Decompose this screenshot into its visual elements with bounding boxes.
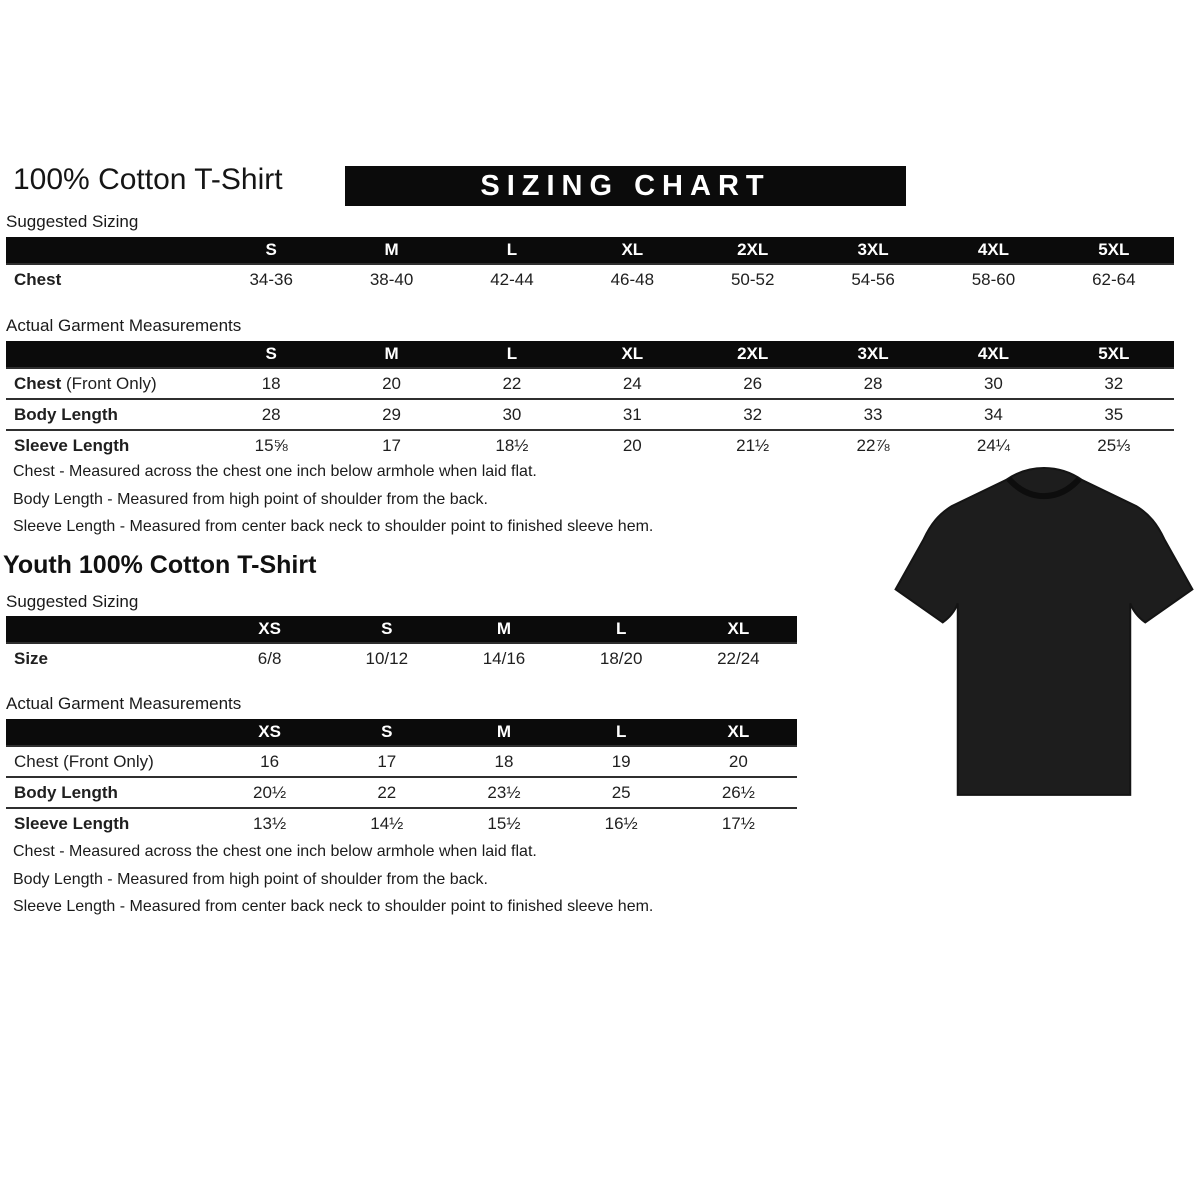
note-line: Chest - Measured across the chest one inch below armhole when laid flat. [13, 463, 537, 480]
size-column-header: 4XL [933, 237, 1053, 264]
size-column-header: XS [211, 616, 328, 643]
size-column-header: M [331, 237, 451, 264]
note-line: Chest - Measured across the chest one inch below armhole when laid flat. [13, 843, 537, 860]
table-row [6, 264, 1174, 294]
measurement-cell: 15⅝ [211, 430, 331, 460]
measurement-cell: 17 [328, 746, 445, 777]
measurement-cell: 34 [933, 399, 1053, 430]
size-column-header: L [563, 616, 680, 643]
measurement-cell: 6/8 [211, 643, 328, 673]
header-corner-cell [6, 719, 211, 746]
measurement-cell: 58-60 [933, 264, 1053, 294]
size-column-header: XL [572, 237, 692, 264]
measurement-cell: 16 [211, 746, 328, 777]
header-corner-cell [6, 616, 211, 643]
note-line: Body Length - Measured from high point of shoulder from the back. [13, 490, 488, 508]
size-column-header: XL [572, 341, 692, 368]
measurement-cell: 10/12 [328, 643, 445, 673]
size-column-header: 3XL [813, 237, 933, 264]
measurement-cell: 25⅓ [1054, 430, 1174, 460]
measurement-cell: 28 [813, 368, 933, 399]
row-label: Size [6, 643, 211, 673]
measurement-cell: 20½ [211, 777, 328, 808]
sizing-chart-banner: SIZING CHART [345, 166, 906, 206]
measurement-cell: 23½ [445, 777, 562, 808]
measurement-cell: 33 [813, 399, 933, 430]
note-line: Sleeve Length - Measured from center back neck to shoulder point to finished sleeve hem. [13, 518, 654, 535]
black-tshirt-image [888, 464, 1200, 820]
header-corner-cell [6, 341, 211, 368]
measurement-cell: 13½ [211, 808, 328, 838]
size-column-header: XL [680, 616, 797, 643]
measurement-cell: 18½ [452, 430, 572, 460]
measurement-cell: 46-48 [572, 264, 692, 294]
size-table [6, 341, 1174, 460]
row-label: Chest (Front Only) [6, 368, 211, 399]
measurement-cell: 29 [331, 399, 451, 430]
measurement-cell: 50-52 [693, 264, 813, 294]
size-column-header: 5XL [1054, 341, 1174, 368]
measurement-cell: 31 [572, 399, 692, 430]
youth-actual-measurements-heading: Actual Garment Measurements [6, 694, 242, 713]
youth-section-title: Youth 100% Cotton T-Shirt [3, 551, 317, 579]
size-table [6, 719, 797, 838]
measurement-cell: 42-44 [452, 264, 572, 294]
measurement-cell: 17 [331, 430, 451, 460]
measurement-cell: 32 [1054, 368, 1174, 399]
table-row [6, 746, 797, 777]
size-column-header: L [563, 719, 680, 746]
measurement-cell: 34-36 [211, 264, 331, 294]
adult-actual-measurements-heading: Actual Garment Measurements [6, 316, 242, 335]
note-line: Body Length - Measured from high point of shoulder from the back. [13, 870, 488, 888]
youth-measurement-notes [13, 838, 653, 921]
size-table [6, 616, 797, 673]
size-column-header: 4XL [933, 341, 1053, 368]
measurement-cell: 22 [328, 777, 445, 808]
measurement-cell: 30 [933, 368, 1053, 399]
size-table [6, 237, 1174, 294]
measurement-cell: 62-64 [1054, 264, 1174, 294]
size-column-header: 2XL [693, 341, 813, 368]
page-title: 100% Cotton T-Shirt [13, 163, 283, 196]
adult-measurement-notes [13, 458, 653, 541]
row-label: Body Length [6, 399, 211, 430]
table-row [6, 368, 1174, 399]
measurement-cell: 19 [563, 746, 680, 777]
size-column-header: 5XL [1054, 237, 1174, 264]
measurement-cell: 30 [452, 399, 572, 430]
size-column-header: 2XL [693, 237, 813, 264]
measurement-cell: 32 [693, 399, 813, 430]
size-column-header: XS [211, 719, 328, 746]
measurement-cell: 20 [680, 746, 797, 777]
measurement-cell: 20 [331, 368, 451, 399]
adult-suggested-sizing-table [6, 237, 1174, 294]
size-column-header: XL [680, 719, 797, 746]
youth-suggested-sizing-heading: Suggested Sizing [6, 592, 139, 611]
measurement-cell: 16½ [563, 808, 680, 838]
youth-actual-measurements-table [6, 719, 797, 838]
row-label: Body Length [6, 777, 211, 808]
size-column-header: M [445, 616, 562, 643]
table-row [6, 430, 1174, 460]
measurement-cell: 14½ [328, 808, 445, 838]
measurement-cell: 54-56 [813, 264, 933, 294]
measurement-cell: 25 [563, 777, 680, 808]
measurement-cell: 26 [693, 368, 813, 399]
measurement-cell: 18 [445, 746, 562, 777]
table-row [6, 399, 1174, 430]
size-column-header: M [331, 341, 451, 368]
row-label: Chest [6, 264, 211, 294]
measurement-cell: 20 [572, 430, 692, 460]
row-label: Sleeve Length [6, 808, 211, 838]
measurement-cell: 18/20 [563, 643, 680, 673]
header-corner-cell [6, 237, 211, 264]
adult-suggested-sizing-heading: Suggested Sizing [6, 212, 139, 231]
measurement-cell: 22/24 [680, 643, 797, 673]
measurement-cell: 38-40 [331, 264, 451, 294]
size-column-header: S [328, 719, 445, 746]
size-column-header: S [328, 616, 445, 643]
size-column-header: S [211, 237, 331, 264]
row-label: Chest (Front Only) [6, 746, 211, 777]
measurement-cell: 22⅞ [813, 430, 933, 460]
note-line: Sleeve Length - Measured from center back neck to shoulder point to finished sleeve hem. [13, 898, 654, 915]
adult-actual-measurements-table [6, 341, 1174, 460]
measurement-cell: 26½ [680, 777, 797, 808]
size-column-header: 3XL [813, 341, 933, 368]
size-column-header: L [452, 237, 572, 264]
table-row [6, 643, 797, 673]
table-row [6, 777, 797, 808]
size-column-header: S [211, 341, 331, 368]
measurement-cell: 35 [1054, 399, 1174, 430]
measurement-cell: 17½ [680, 808, 797, 838]
measurement-cell: 24 [572, 368, 692, 399]
size-column-header: L [452, 341, 572, 368]
measurement-cell: 24¼ [933, 430, 1053, 460]
measurement-cell: 22 [452, 368, 572, 399]
size-column-header: M [445, 719, 562, 746]
measurement-cell: 14/16 [445, 643, 562, 673]
youth-suggested-sizing-table [6, 616, 797, 673]
row-label: Sleeve Length [6, 430, 211, 460]
measurement-cell: 28 [211, 399, 331, 430]
measurement-cell: 15½ [445, 808, 562, 838]
measurement-cell: 21½ [693, 430, 813, 460]
measurement-cell: 18 [211, 368, 331, 399]
table-row [6, 808, 797, 838]
